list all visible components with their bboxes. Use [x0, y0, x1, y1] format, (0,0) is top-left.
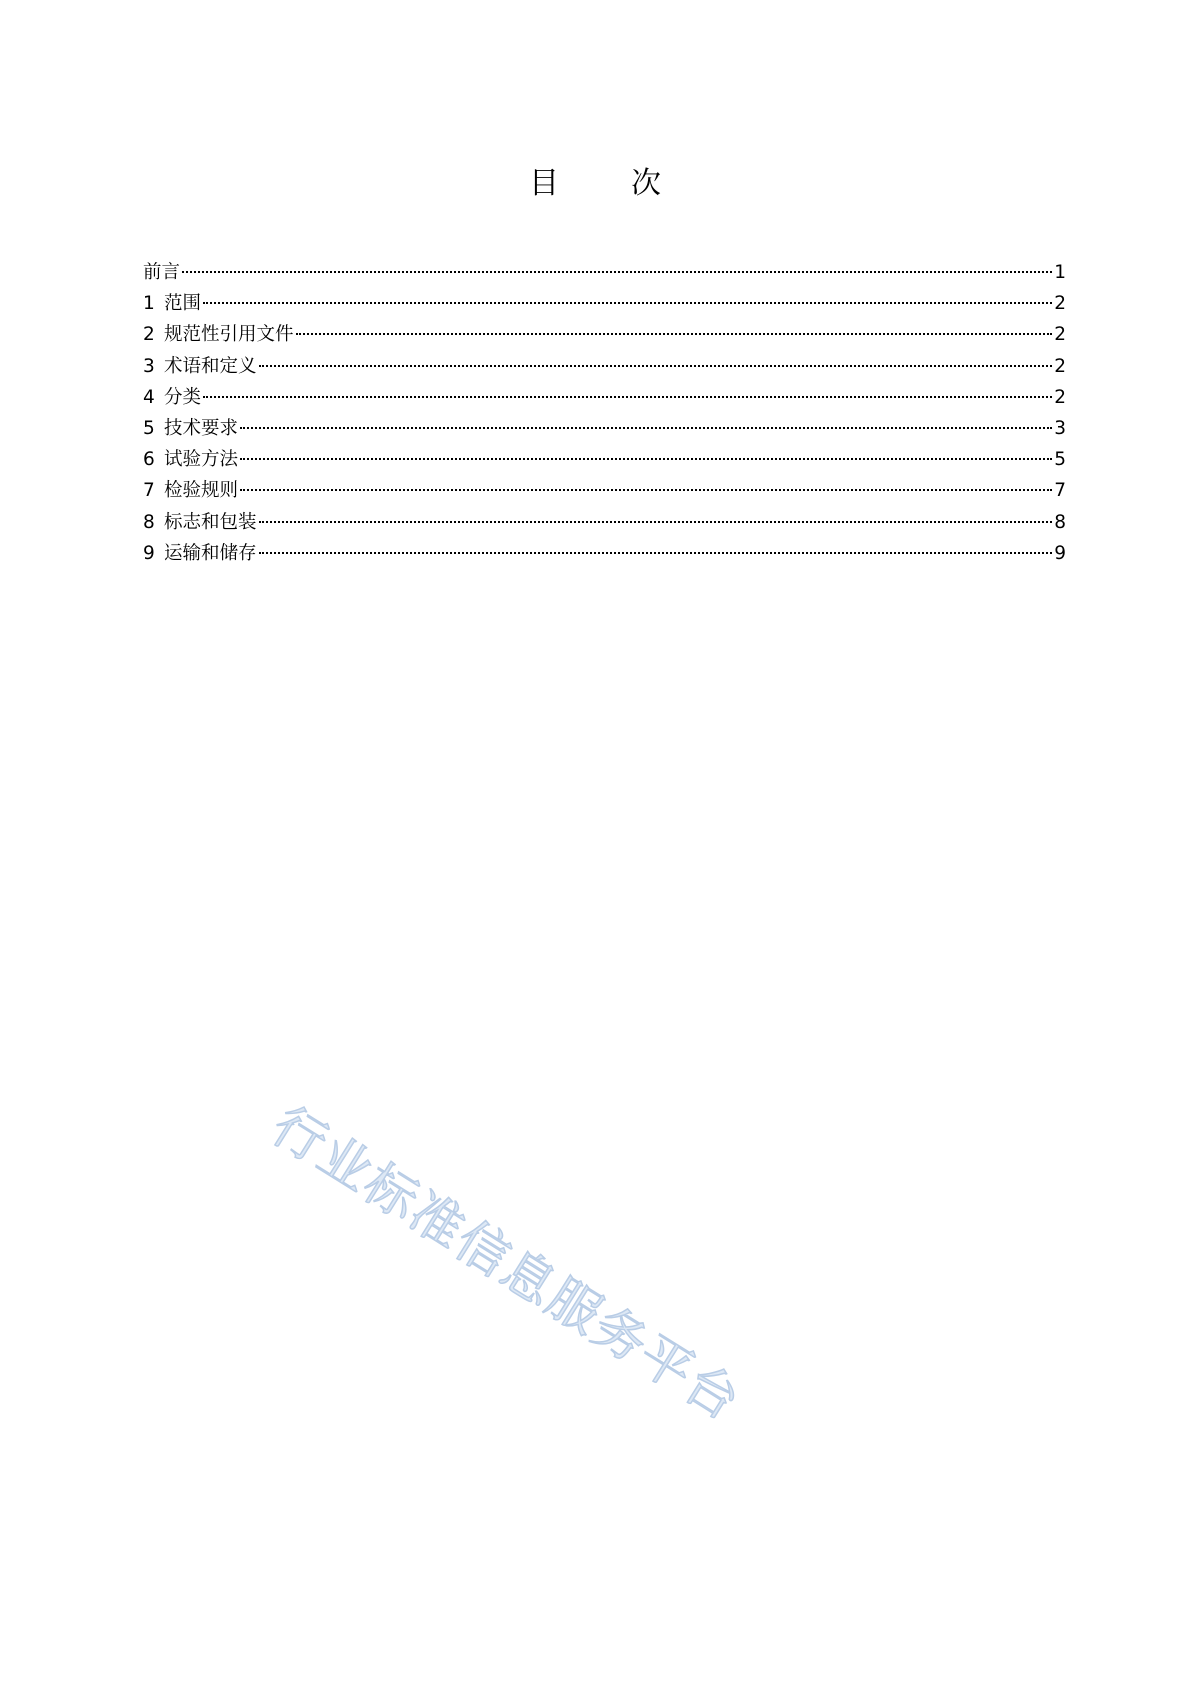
toc-page-number: 1 [1054, 262, 1066, 283]
toc-label: 检验规则 [164, 480, 239, 502]
toc-page-number: 3 [1054, 417, 1066, 439]
toc-entry-8[interactable] [143, 507, 1066, 538]
toc-number: 8 [143, 511, 155, 533]
toc-page-number: 2 [1054, 386, 1066, 408]
toc-leader [240, 489, 1052, 491]
toc-page-number: 9 [1054, 542, 1066, 564]
toc-page-number: 5 [1054, 449, 1066, 471]
title-char-2: 次 [631, 166, 661, 201]
toc-label: 术语和定义 [164, 355, 257, 377]
toc-number: 9 [143, 542, 155, 564]
toc-page-number: 2 [1054, 293, 1066, 315]
page-title [0, 158, 1190, 202]
toc-leader [259, 365, 1053, 367]
toc-label: 前言 [143, 262, 181, 283]
toc-entry-2[interactable] [143, 319, 1066, 350]
toc-entry-4[interactable] [143, 382, 1066, 413]
toc-number: 4 [143, 386, 155, 408]
toc-entry-7[interactable] [143, 475, 1066, 506]
toc-page-number: 8 [1054, 511, 1066, 533]
toc-leader [182, 271, 1052, 273]
toc-leader [203, 396, 1052, 398]
toc-entry-6[interactable] [143, 444, 1066, 475]
toc-label: 运输和储存 [164, 542, 257, 564]
toc-number: 2 [143, 324, 155, 346]
toc-number: 6 [143, 449, 155, 471]
toc-entry-9[interactable] [143, 538, 1066, 569]
toc-page-number: 7 [1054, 480, 1066, 502]
toc-number: 1 [143, 293, 155, 315]
toc-label: 规范性引用文件 [164, 324, 294, 346]
table-of-contents [143, 257, 1066, 569]
toc-entry-1[interactable] [143, 288, 1066, 319]
watermark: 行业标准信息服务平台 [261, 1096, 752, 1434]
toc-entry-foreword[interactable] [143, 257, 1066, 288]
toc-leader [296, 333, 1053, 335]
toc-page-number: 2 [1054, 355, 1066, 377]
toc-entry-3[interactable] [143, 351, 1066, 382]
toc-leader [240, 427, 1052, 429]
toc-number: 5 [143, 417, 155, 439]
toc-leader [203, 302, 1052, 304]
title-char-1: 目 [529, 166, 559, 201]
toc-label: 范围 [164, 293, 202, 315]
toc-label: 技术要求 [164, 417, 239, 439]
toc-label: 分类 [164, 386, 202, 408]
toc-label: 试验方法 [164, 449, 239, 471]
toc-leader [240, 458, 1052, 460]
toc-label: 标志和包装 [164, 511, 257, 533]
toc-page-number: 2 [1054, 324, 1066, 346]
toc-number: 3 [143, 355, 155, 377]
toc-number: 7 [143, 480, 155, 502]
toc-leader [259, 521, 1053, 523]
toc-leader [259, 552, 1053, 554]
toc-entry-5[interactable] [143, 413, 1066, 444]
